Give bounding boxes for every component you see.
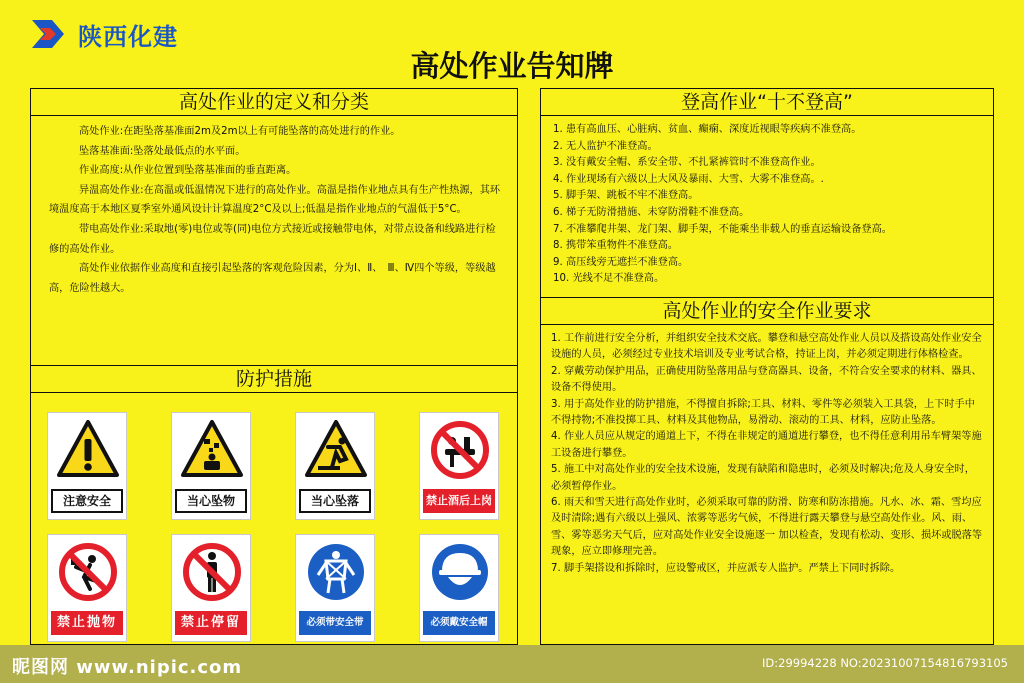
protection-panel [30,365,518,645]
protection-heading: 防护措施 [31,366,517,393]
ten-rules-panel [540,88,994,298]
sign-label: 禁止酒后上岗 [423,489,495,513]
sign-label: 必须戴安全帽 [423,611,495,635]
list-item: 7. 脚手架搭设和拆除时，应设警戒区，并应派专人监护。严禁上下同时拆除。 [551,562,901,574]
list-item: 3. 没有戴安全帽、系安全带、不扎紧裤管时不准登高作业。 [553,157,821,169]
list-item: 7. 不准攀爬井架、龙门架、脚手架，不能乘坐非载人的垂直运输设备登高。 [553,223,892,235]
no-standing-icon [180,541,244,603]
list-item: 9. 高压线旁无遮拦不准登高。 [553,256,689,268]
sign-falling-object [171,412,251,520]
falling-object-icon [180,419,244,481]
definition-paragraph: 作业高度:从作业位置到坠落基准面的垂直距离。 [79,165,297,177]
sign-falling-person [295,412,375,520]
requirements-panel [540,297,994,645]
list-item: 10. 光线不足不准登高。 [553,273,665,285]
no-throwing-icon [56,541,120,603]
list-item: 6. 雨天和雪天进行高处作业时，必须采取可靠的防滑、防寒和防冻措施。凡水、冰、霜、雪均应及时清除;遇有六级以上强风、浓雾等恶劣气候，不得进行露天攀登与悬空高处作业。风、雨、雪、雾等恶劣天气后，应对高处作业安全设施逐一 加以检查，发现有松动、变形、损坏或脱落等现象，应立即修理完善。 [551,497,983,558]
falling-person-icon [304,419,368,481]
list-item: 8. 携带笨重物件不准登高。 [553,240,679,252]
sign-label: 注意安全 [51,489,123,513]
list-item: 2. 无人监护不准登高。 [553,140,658,152]
watermark-id: ID:29994228 NO:20231007154816793105 [762,656,1008,670]
watermark-site: 昵图网 www.nipic.com [12,657,243,678]
definition-paragraph: 高处作业:在距坠落基准面2m及2m以上有可能坠落的高处进行的作业。 [79,126,401,137]
requirements-heading: 高处作业的安全作业要求 [541,298,993,325]
sign-label: 当心坠物 [175,489,247,513]
sign-safety-helmet [419,534,499,642]
sign-label: 禁止抛物 [51,611,123,635]
ten-rules-list [541,116,993,288]
sign-label: 必须带安全带 [299,611,371,635]
sign-caution [47,412,127,520]
list-item: 3. 用于高处作业的防护措施，不得擅自拆除;工具、材料、零件等必须装入工具袋，上下时手中不得持物;不准投掷工具、材料及其他物品，易滑动、滚动的工具、材料，应防止坠落。 [551,398,975,427]
safety-belt-icon [304,541,368,603]
no-alcohol-icon [428,419,492,481]
definition-body [31,116,517,298]
definition-panel [30,88,518,366]
definition-paragraph: 高处作业依据作业高度和直接引起坠落的客观危险因素，分为Ⅰ、Ⅱ、 Ⅲ、Ⅳ四个等级，等级越高，危险性越大。 [49,263,496,294]
list-item: 6. 梯子无防滑措施、未穿防滑鞋不准登高。 [553,206,750,218]
definition-paragraph: 异温高处作业:在高温或低温情况下进行的高处作业。高温是指作业地点具有生产性热源，其环境温度高于本地区夏季室外通风设计计算温度2°C及以上;低温是指作业地点的气温低于5°C。 [49,184,501,216]
sign-label: 当心坠落 [299,489,371,513]
requirements-list [541,325,993,577]
list-item: 4. 作业现场有六级以上大风及暴雨、大雪、大雾不准登高。. [553,173,824,185]
sign-safety-belt [295,534,375,642]
sign-no-throwing [47,534,127,642]
list-item: 4. 作业人员应从规定的通道上下，不得在非规定的通道进行攀登，也不得任意利用吊车臂架等施工设备进行攀登。 [551,431,982,459]
safety-helmet-icon [428,541,492,603]
definition-paragraph: 坠落基准面:坠落处最低点的水平面。 [79,145,246,157]
logo-text: 陕西化建 [78,22,178,51]
sign-label: 禁止停留 [175,611,247,635]
list-item: 5. 脚手架、跳板不牢不准登高。 [553,190,699,202]
ten-rules-heading: 登高作业“十不登高” [541,89,993,116]
sign-no-standing [171,534,251,642]
definition-paragraph: 带电高处作业:采取地(零)电位或等(同)电位方式接近或接触带电体，对带点设备和线路进行检修的高处作业。 [49,223,496,255]
definition-heading: 高处作业的定义和分类 [31,89,517,116]
watermark-bar [0,645,1024,683]
list-item: 5. 施工中对高处作业的安全技术设施，发现有缺陷和隐患时，必须及时解决;危及人身安全时，必须暂停作业。 [551,464,975,492]
list-item: 2. 穿戴劳动保护用品，正确使用防坠落用品与登高器具、设备，不符合安全要求的材料、器具、设备不得使用。 [551,365,982,394]
page-title: 高处作业告知牌 [410,49,614,83]
list-item: 1. 患有高血压、心脏病、贫血、癫痫、深度近视眼等疾病不准登高。 [553,124,862,135]
list-item: 1. 工作前进行安全分析，并组织安全技术交底。攀登和悬空高处作业人员以及搭设高处作业安全设施的人员，必须经过专业技术培训及专业考试合格，持证上岗，并必须定期进行体格检查。 [551,333,982,361]
sign-no-alcohol [419,412,499,520]
warning-exclamation-icon [56,419,120,481]
